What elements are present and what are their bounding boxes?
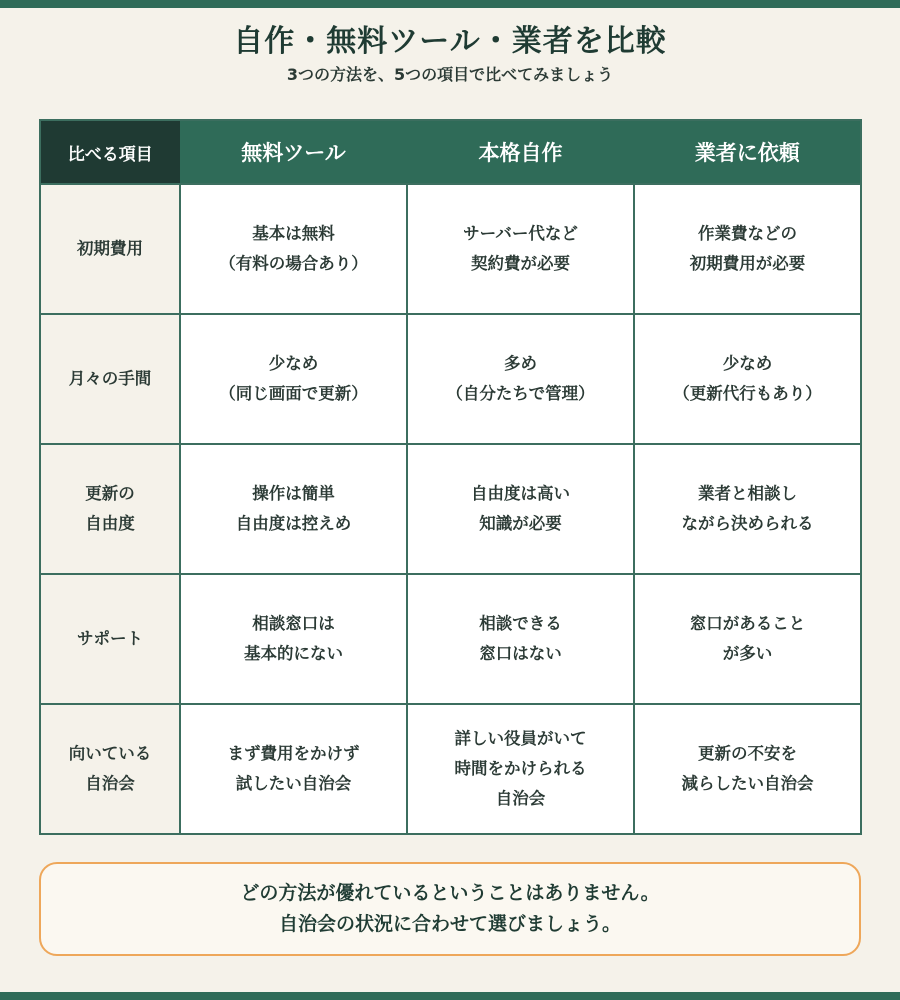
column-header-vendor: 業者に依頼: [634, 120, 861, 184]
table-cell: 基本は無料 （有料の場合あり）: [180, 184, 407, 314]
table-cell: 少なめ （同じ画面で更新）: [180, 314, 407, 444]
row-header: 更新の 自由度: [40, 444, 180, 574]
table-row: [40, 184, 861, 314]
table-cell: 多め （自分たちで管理）: [407, 314, 634, 444]
table-cell: 自由度は高い 知識が必要: [407, 444, 634, 574]
corner-header: 比べる項目: [40, 120, 180, 184]
table-cell: 作業費などの 初期費用が必要: [634, 184, 861, 314]
table-cell: 少なめ （更新代行もあり）: [634, 314, 861, 444]
row-header: 初期費用: [40, 184, 180, 314]
table-cell: 相談窓口は 基本的にない: [180, 574, 407, 704]
bottom-accent-bar: [0, 992, 900, 1000]
note-line-2: 自治会の状況に合わせて選びましょう。: [278, 913, 621, 935]
column-header-free-tool: 無料ツール: [180, 120, 407, 184]
top-accent-bar: [0, 0, 900, 8]
table-cell: 窓口があること が多い: [634, 574, 861, 704]
table-cell: まず費用をかけず 試したい自治会: [180, 704, 407, 834]
table-row: [40, 704, 861, 834]
table-row: [40, 314, 861, 444]
table-cell: サーバー代など 契約費が必要: [407, 184, 634, 314]
table-cell: 操作は簡単 自由度は控えめ: [180, 444, 407, 574]
table-row: [40, 444, 861, 574]
table-cell: 業者と相談し ながら決められる: [634, 444, 861, 574]
table-cell: 詳しい役員がいて 時間をかけられる 自治会: [407, 704, 634, 834]
row-header: 月々の手間: [40, 314, 180, 444]
summary-note-box: [39, 862, 861, 956]
table-cell: 更新の不安を 減らしたい自治会: [634, 704, 861, 834]
table-cell: 相談できる 窓口はない: [407, 574, 634, 704]
page-title: 自作・無料ツール・業者を比較: [233, 24, 667, 59]
row-header: 向いている 自治会: [40, 704, 180, 834]
row-header: サポート: [40, 574, 180, 704]
table-row: [40, 574, 861, 704]
column-header-self-build: 本格自作: [407, 120, 634, 184]
table-header-row: [40, 120, 861, 184]
note-line-1: どの方法が優れているということはありません。: [240, 882, 660, 904]
comparison-table: [39, 119, 862, 835]
page-subtitle: 3つの方法を、5つの項目で比べてみましょう: [286, 65, 614, 84]
